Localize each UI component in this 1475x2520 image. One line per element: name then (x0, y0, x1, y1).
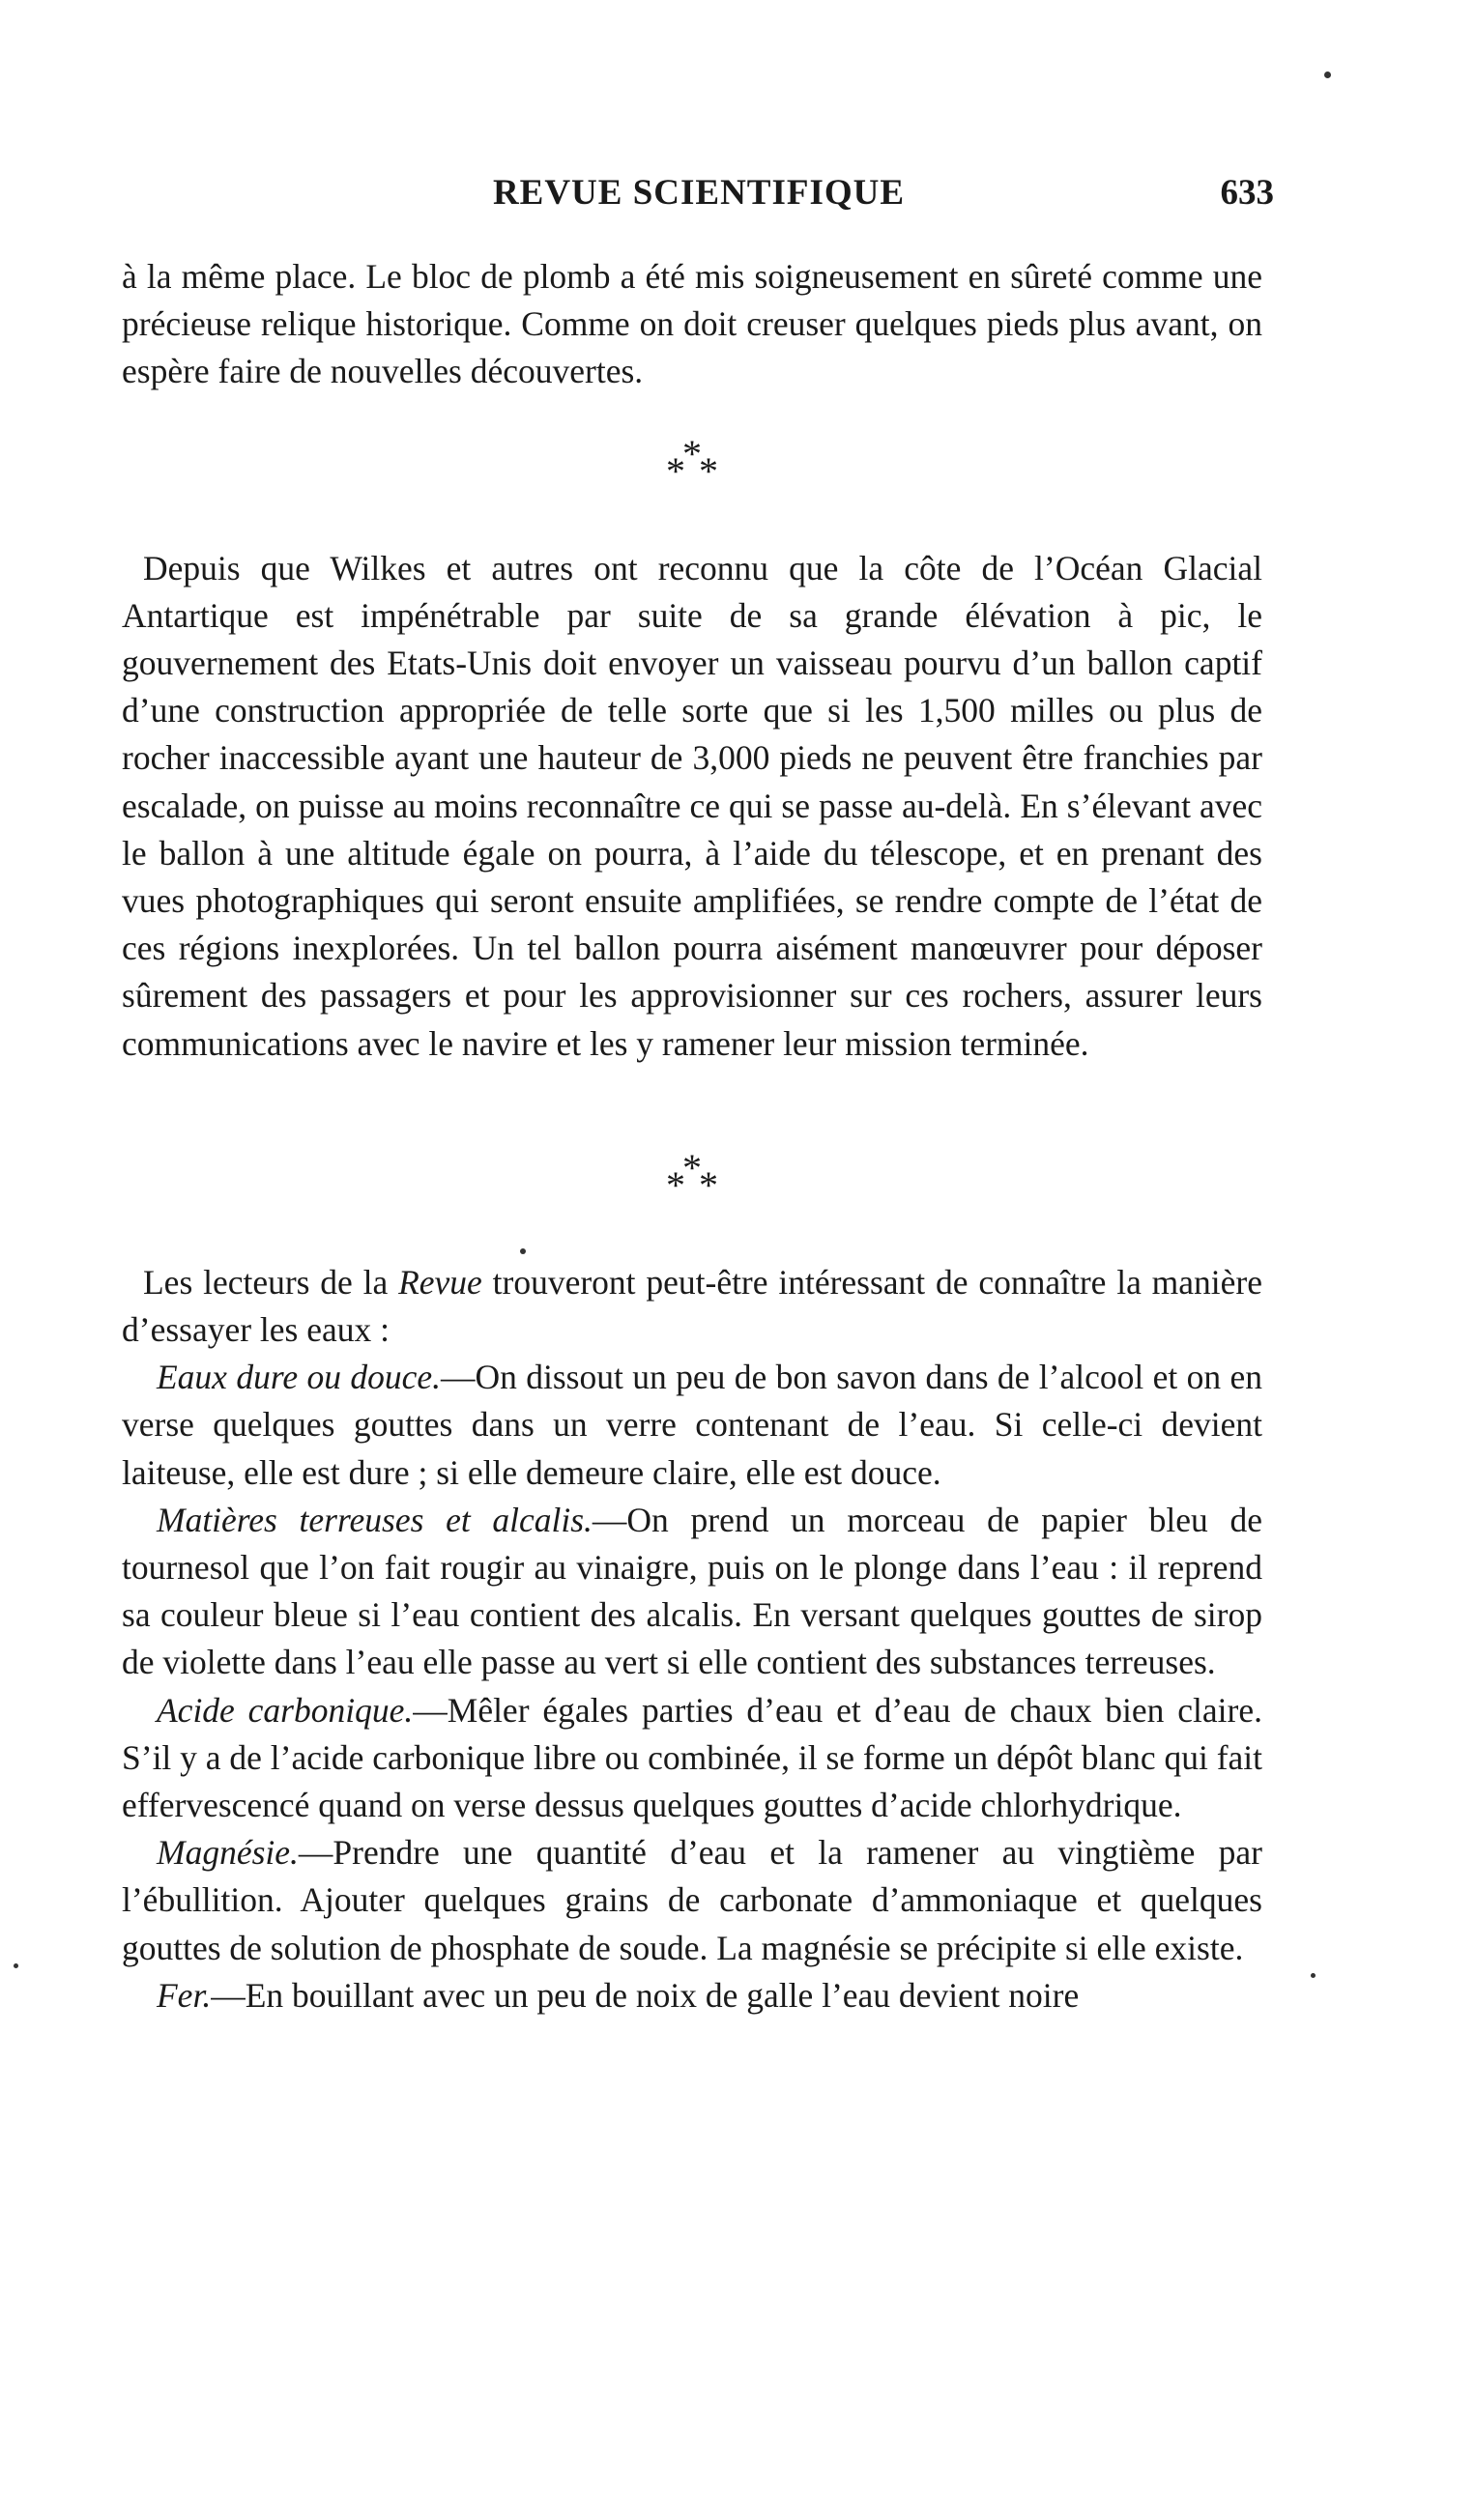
water-test-item (122, 1497, 1262, 1687)
water-test-text: —Prendre une quantité d’eau et la ramener au vingtième par l’ébullition. Ajouter quelques grains de carbonate d’ammoniaque et quelques gouttes de solution de phosphate de soude. La magnésie se précipite si elle existe. (122, 1833, 1262, 1967)
asterisk-mark: * (666, 448, 685, 493)
spacer (122, 502, 1262, 545)
water-test-text: —On dissout un peu de bon savon dans de l’alcool et on en verse quelques gouttes dans un verre contenant de l’eau. Si celle-ci devient laiteuse, elle est dure ; si elle demeure claire, elle est douce. (122, 1358, 1262, 1492)
water-test-title: Eaux dure ou douce. (157, 1358, 441, 1397)
water-test-text: —En bouillant avec un peu de noix de galle l’eau devient noire (211, 1975, 1080, 2015)
paragraph-continued: à la même place. Le bloc de plomb a été mis soigneusement en sûreté comme une précieuse relique historique. Comme on doit creuser quelques pieds plus avant, on espère faire de nouvelles découvertes. (122, 257, 1262, 391)
asterisk-mark: * (682, 1145, 702, 1189)
spacer (122, 1068, 1262, 1110)
intro-text: Les lecteurs de la (143, 1262, 399, 1302)
paragraph-intro (122, 1259, 1262, 1354)
article-body (122, 253, 1262, 2019)
asterisk-mark: * (666, 1162, 685, 1207)
water-test-title: Fer. (157, 1975, 212, 2015)
page-number: 633 (1220, 173, 1274, 213)
asterisk-mark: * (682, 431, 702, 475)
running-title: REVUE SCIENTIFIQUE (492, 173, 906, 213)
section-separator (122, 1110, 1262, 1217)
section-separator (122, 396, 1262, 502)
water-test-title: Acide carbonique. (157, 1690, 414, 1730)
revue-italic: Revue (398, 1262, 482, 1302)
paragraph-balloon: Depuis que Wilkes et autres ont reconnu que la côte de l’Océan Glacial Antartique est impénétrable par suite de sa grande élévation à pic, le gouvernement des Etats-Unis doit envoyer un vaisseau pourvu d’un ballon captif d’une construction appropriée de telle sorte que si les 1,500 milles ou plus de rocher inaccessible ayant une hauteur de 3,000 pieds ne peuvent être franchies par escalade, on puisse au moins reconnaître ce qui se passe au-delà. En s’élevant avec le ballon à une altitude égale on pourra, à l’aide du télescope, et en prenant des vues photographiques qui seront ensuite amplifiées, se rendre compte de l’état de ces régions inexplorées. Un tel ballon pourra aisément manœuvrer pour déposer sûrement des passagers et pour les approvisionner sur ces rochers, assurer leurs communications avec le navire et les y ramener leur mission terminée. (122, 548, 1262, 1063)
water-test-title: Matières terreuses et alcalis. (157, 1500, 593, 1539)
scan-speck (14, 1963, 18, 1968)
scan-speck (1311, 1973, 1316, 1978)
asterisk-mark: * (699, 1162, 718, 1207)
water-test-item (122, 1972, 1262, 2019)
water-test-item (122, 1687, 1262, 1830)
water-test-text: —On prend un morceau de papier bleu de tournesol que l’on fait rougir au vinaigre, puis on le plonge dans l’eau : il reprend sa couleur bleue si l’eau contient des alcalis. En versant quelques gouttes de sirop de violette dans l’eau elle passe au vert si elle contient des substances terreuses. (122, 1500, 1262, 1682)
water-test-item (122, 1829, 1262, 1972)
page-header (124, 172, 1274, 230)
water-test-title: Magnésie. (157, 1833, 299, 1873)
spacer (122, 1217, 1262, 1259)
asterisk-mark: * (699, 448, 718, 493)
scan-speck (1324, 72, 1331, 78)
water-test-text: —Mêler égales parties d’eau et d’eau de chaux bien claire. S’il y a de l’acide carbonique libre ou combinée, il se forme un dépôt blanc qui fait effervescencé quand on verse dessus quelques gouttes d’acide chlorhydrique. (122, 1690, 1262, 1825)
intro-text: trouveront peut-être intéressant de connaître la manière d’essayer les eaux : (122, 1262, 1263, 1350)
water-test-item (122, 1354, 1262, 1497)
